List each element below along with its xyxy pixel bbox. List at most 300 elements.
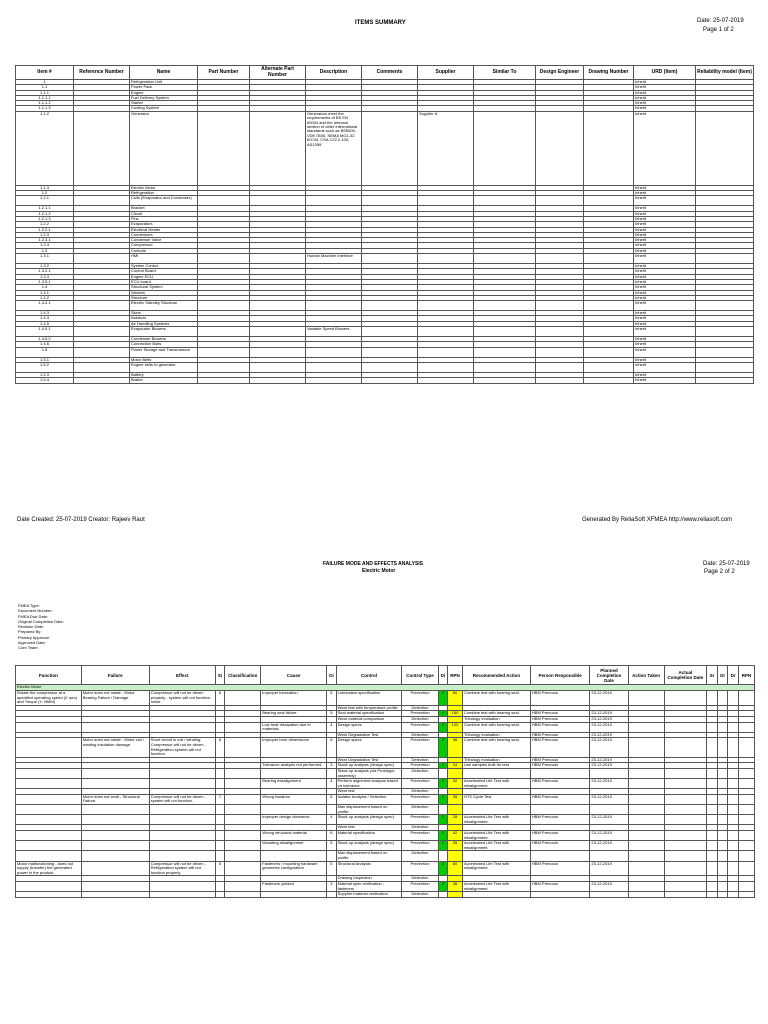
fmea-cell <box>717 738 728 757</box>
items-cell <box>306 196 362 206</box>
fmea-cell: HBM Prenocia <box>530 722 589 732</box>
items-cell <box>696 378 754 383</box>
fmea-cell <box>738 881 754 891</box>
fmea-cell <box>664 831 706 841</box>
items-cell <box>584 362 634 372</box>
fmea-cell: Wear test <box>336 789 402 795</box>
fmea-cell <box>707 881 718 891</box>
fmea-cell: Prevention <box>402 831 438 841</box>
items-cell: Inherit <box>634 321 696 326</box>
items-cell: 1.5.3 <box>16 372 74 377</box>
fmea-cell <box>530 805 589 815</box>
fmea-cell: 5 <box>327 691 337 706</box>
items-cell: Inherit <box>634 80 696 85</box>
items-cell <box>584 301 634 311</box>
fmea-cell: Improper design clearance <box>261 815 327 825</box>
fmea-cell: Wrong isolators <box>261 794 327 804</box>
fmea-cell: 23-12-2019 <box>590 881 628 891</box>
fmea-cell <box>16 892 82 898</box>
items-cell: Supplier A <box>418 111 474 185</box>
fmea-cell: 150 <box>448 711 463 717</box>
items-cell <box>74 327 130 337</box>
items-col-header: Reference Number <box>74 66 130 80</box>
fmea-cell <box>628 815 664 825</box>
fmea-cell <box>664 779 706 789</box>
fmea-cell <box>225 738 261 757</box>
fmea-cell <box>438 851 448 861</box>
fmea-cell: 28 <box>448 815 463 825</box>
fmea-cell: 3 <box>327 881 337 891</box>
items-cell <box>362 347 418 357</box>
fmea-col-header: Dr <box>728 666 739 685</box>
fmea-cell <box>707 815 718 825</box>
fmea-cell <box>225 831 261 841</box>
items-cell: 1.1.2 <box>16 111 74 185</box>
fmea-cell <box>664 805 706 815</box>
fmea-cell <box>717 722 728 732</box>
fmea-row <box>16 861 755 876</box>
fmea-cell <box>707 851 718 861</box>
fmea-cell: HBM Prenocia <box>530 738 589 757</box>
fmea-cell <box>81 805 149 815</box>
fmea-cell <box>628 831 664 841</box>
items-cell: Engine ECU <box>130 274 198 279</box>
items-cell <box>74 378 130 383</box>
fmea-cell <box>628 805 664 815</box>
items-row <box>16 327 754 337</box>
fmea-cell <box>728 738 739 757</box>
fmea-cell: Prevention <box>402 763 438 769</box>
fmea-cell <box>717 779 728 789</box>
fmea-cell: 3 <box>327 763 337 769</box>
fmea-cell: Wear Degradation Test <box>336 757 402 763</box>
items-cell: Inherit <box>634 216 696 221</box>
fmea-cell <box>438 768 448 778</box>
items-cell <box>74 301 130 311</box>
items-cell: 1.5 <box>16 347 74 357</box>
items-cell <box>362 301 418 311</box>
fmea-cell <box>448 768 463 778</box>
fmea-cell <box>628 892 664 898</box>
items-cell: Skins <box>130 311 198 316</box>
fmea-cell: Wrong structural material <box>261 831 327 841</box>
items-cell <box>696 254 754 264</box>
items-cell <box>584 378 634 383</box>
items-cell: 1.4.4 <box>16 316 74 321</box>
fmea-cell: 23-12-2019 <box>590 738 628 757</box>
fmea-cell: 23-12-2019 <box>590 831 628 841</box>
fmea-cell: 23-12-2019 <box>590 732 628 738</box>
items-cell <box>418 378 474 383</box>
items-cell <box>362 327 418 337</box>
fmea-cell: HTS Cycle Test <box>462 794 530 804</box>
items-cell: Inherit <box>634 85 696 90</box>
fmea-cell: 1 <box>438 831 448 841</box>
fmea-cell: Supplier material verification <box>336 892 402 898</box>
fmea-cell: 23-12-2019 <box>590 722 628 732</box>
fmea-cell <box>81 831 149 841</box>
items-cell: Inherit <box>634 238 696 243</box>
fmea-cell <box>717 851 728 861</box>
items-cell: Air Handling Systems <box>130 321 198 326</box>
items-col-header: Design Engineer <box>536 66 584 80</box>
items-cell <box>74 196 130 206</box>
fmea-cell: 5 <box>327 861 337 876</box>
fmea-cell <box>728 805 739 815</box>
fmea-cell: 6 <box>327 738 337 757</box>
items-cell: 1.2 <box>16 191 74 196</box>
fmea-cell: Tolerance analysis not performed. <box>261 763 327 769</box>
fmea-col-header: Action Taken <box>628 666 664 685</box>
fmea-cell <box>590 892 628 898</box>
items-cell <box>584 254 634 264</box>
fmea-cell <box>215 851 225 861</box>
items-cell <box>474 301 536 311</box>
items-cell: Variable Speed Blowers <box>306 327 362 337</box>
fmea-row <box>16 779 755 789</box>
fmea-cell: 2 <box>438 691 448 706</box>
fmea-cell <box>462 851 530 861</box>
items-col-header: Item # <box>16 66 74 80</box>
fmea-cell <box>738 805 754 815</box>
fmea-cell <box>225 881 261 891</box>
fmea-cell <box>81 861 149 876</box>
fmea-cell <box>215 841 225 851</box>
items-cell <box>306 378 362 383</box>
fmea-cell: 4 <box>438 711 448 717</box>
fmea-cell <box>225 861 261 876</box>
fmea-cell <box>149 815 215 825</box>
items-cell: Inherit <box>634 222 696 227</box>
items-cell <box>198 347 250 357</box>
fmea-meta-fields <box>18 603 64 651</box>
items-cell: 1.1.1.2 <box>16 101 74 106</box>
items-cell: 1.3.2.1 <box>16 269 74 274</box>
fmea-cell <box>149 841 215 851</box>
items-cell <box>362 378 418 383</box>
fmea-col-header: Function <box>16 666 82 685</box>
fmea-cell <box>590 768 628 778</box>
fmea-cell: Tribology evaluation <box>462 732 530 738</box>
fmea-row <box>16 768 755 778</box>
fmea-cell <box>225 722 261 732</box>
items-cell: Inherit <box>634 269 696 274</box>
fmea-cell: Prevention <box>402 711 438 717</box>
items-cell <box>250 196 306 206</box>
fmea-cell <box>728 841 739 851</box>
items-cell <box>474 347 536 357</box>
items-cell: Power Pack <box>130 85 198 90</box>
fmea-cell <box>81 768 149 778</box>
items-cell: 1.4.1 <box>16 290 74 295</box>
fmea-cell: Design specs <box>336 722 402 732</box>
items-cell: Inherit <box>634 327 696 337</box>
fmea-cell <box>728 892 739 898</box>
fmea-cell: Prevention <box>402 815 438 825</box>
fmea-cell <box>707 722 718 732</box>
fmea-cell <box>225 892 261 898</box>
fmea-cell: Detection <box>402 732 438 738</box>
fmea-cell: Detection <box>402 876 438 882</box>
fmea-meta-field: Prepared By: <box>18 629 42 635</box>
fmea-cell <box>664 738 706 757</box>
items-cell: 1.4.3 <box>16 311 74 316</box>
items-cell: Evaporator Blowers <box>130 327 198 337</box>
fmea-cell <box>738 815 754 825</box>
fmea-cell: 2 <box>438 738 448 757</box>
items-row <box>16 362 754 372</box>
fmea-cell: Fasteners yielded <box>261 881 327 891</box>
fmea-cell <box>149 831 215 841</box>
fmea-cell <box>728 794 739 804</box>
fmea-meta-field: Core Team: <box>18 645 39 651</box>
fmea-cell: Prevention <box>402 881 438 891</box>
fmea-cell: HBM Prenocia <box>530 794 589 804</box>
fmea-cell <box>215 805 225 815</box>
fmea-col-header: RPN <box>738 666 754 685</box>
fmea-cell <box>664 881 706 891</box>
fmea-cell: Accelerated Life Test with misalignment. <box>462 841 530 851</box>
items-cell <box>250 362 306 372</box>
items-cell: Controls <box>130 248 198 253</box>
items-cell <box>198 327 250 337</box>
fmea-cell: Material spec verification - fasteners <box>336 881 402 891</box>
page1-footer-left: Date Created: 25-07-2019 Creator: Rajeev Raut <box>17 517 145 523</box>
items-cell <box>536 196 584 206</box>
fmea-cell: HBM Prenocia <box>530 881 589 891</box>
fmea-cell <box>81 892 149 898</box>
fmea-meta-field: Original Completion Date: <box>18 618 64 624</box>
items-cell: Inherit <box>634 248 696 253</box>
fmea-cell <box>81 722 149 732</box>
fmea-cell: Prevention <box>402 861 438 876</box>
items-cell: 1.4.5 <box>16 321 74 326</box>
fmea-cell: Stack up analysis (via Prototype assembly) <box>336 768 402 778</box>
items-cell: 1.2.3 <box>16 232 74 237</box>
fmea-cell: 4 <box>327 722 337 732</box>
fmea-cell <box>16 794 82 804</box>
fmea-cell <box>728 881 739 891</box>
items-cell: 1.4.2 <box>16 295 74 300</box>
fmea-cell: Material specification <box>336 831 402 841</box>
fmea-cell <box>738 892 754 898</box>
fmea-col-header: Di <box>438 666 448 685</box>
items-cell <box>306 362 362 372</box>
fmea-row <box>16 831 755 841</box>
items-cell <box>474 327 536 337</box>
fmea-cell: 1 <box>438 841 448 851</box>
fmea-cell <box>628 841 664 851</box>
fmea-cell <box>462 805 530 815</box>
fmea-cell: Accelerated Life Test with misalignment. <box>462 881 530 891</box>
fmea-cell <box>215 768 225 778</box>
items-cell: 1.1 <box>16 85 74 90</box>
fmea-cell <box>438 892 448 898</box>
items-cell: 1.5.1 <box>16 357 74 362</box>
fmea-cell: 42 <box>448 831 463 841</box>
fmea-cell: Detection <box>402 825 438 831</box>
items-cell: Coils (Evaporator and Condenser) <box>130 196 198 206</box>
items-cell <box>250 347 306 357</box>
fmea-cell <box>717 768 728 778</box>
fmea-cell: Prevention <box>402 722 438 732</box>
fmea-cell <box>149 722 215 732</box>
fmea-cell: Wear test <box>336 825 402 831</box>
items-cell: 1.3 <box>16 248 74 253</box>
fmea-cell <box>327 768 337 778</box>
fmea-table <box>15 665 755 898</box>
fmea-row <box>16 815 755 825</box>
fmea-cell: 60 <box>448 861 463 876</box>
fmea-cell: Motor does not rotate - Motor coil / winding insulation damage. <box>81 738 149 757</box>
fmea-cell <box>738 768 754 778</box>
fmea-cell <box>707 794 718 804</box>
fmea-cell <box>738 794 754 804</box>
fmea-cell <box>215 892 225 898</box>
fmea-cell: Stack up analysis (design spec) <box>336 841 402 851</box>
fmea-cell <box>738 691 754 706</box>
fmea-cell: Motor malfunctioning - does not supply (transfer) the generated power in the product. <box>16 861 82 876</box>
fmea-cell: Tribology evaluation <box>462 716 530 722</box>
items-cell: Electrical Heater <box>130 227 198 232</box>
items-row <box>16 378 754 383</box>
fmea-cell: 23-12-2019 <box>590 815 628 825</box>
fmea-col-header: Recommended Action <box>462 666 530 685</box>
fmea-cell: HBM Prenocia <box>530 831 589 841</box>
items-cell: 1.5.2 <box>16 362 74 372</box>
items-cell: Inherit <box>634 101 696 106</box>
items-cell <box>418 327 474 337</box>
fmea-row <box>16 881 755 891</box>
fmea-cell <box>448 892 463 898</box>
items-cell <box>584 347 634 357</box>
fmea-cell <box>628 861 664 876</box>
fmea-cell: HBM Prenocia <box>530 861 589 876</box>
fmea-cell <box>225 815 261 825</box>
fmea-cell <box>225 794 261 804</box>
items-cell: 1.4.5.1 <box>16 327 74 337</box>
fmea-cell: 5 <box>327 711 337 717</box>
fmea-cell: 120 <box>448 722 463 732</box>
fmea-cell: Compressor will not be driven - Refrigeration system will not function properly. <box>149 861 215 876</box>
items-cell: 1 <box>16 80 74 85</box>
fmea-cell <box>738 841 754 851</box>
fmea-cell: 1 <box>438 815 448 825</box>
fmea-cell <box>728 851 739 861</box>
fmea-cell <box>16 851 82 861</box>
items-cell: Human Machine Interface <box>306 254 362 264</box>
fmea-cell: 1 <box>438 794 448 804</box>
items-cell <box>362 254 418 264</box>
items-cell: Inherit <box>634 254 696 264</box>
fmea-cell: 6 <box>215 861 225 876</box>
fmea-cell: Wear test with temperature profile <box>336 705 402 711</box>
fmea-cell <box>215 722 225 732</box>
fmea-cell: Improper bore dimensions <box>261 738 327 757</box>
items-cell <box>696 327 754 337</box>
items-cell: Starter <box>130 101 198 106</box>
fmea-col-header: Classification <box>225 666 261 685</box>
page2-subtitle: Electric Motor <box>362 568 396 574</box>
items-cell: Circuit <box>130 211 198 216</box>
fmea-col-header: Control <box>336 666 402 685</box>
items-cell: Inherit <box>634 316 696 321</box>
fmea-col-header: Or <box>717 666 728 685</box>
items-cell: Inherit <box>634 347 696 357</box>
fmea-cell: 23-12-2019 <box>590 841 628 851</box>
fmea-cell <box>717 841 728 851</box>
fmea-row <box>16 794 755 804</box>
fmea-cell: Motor does not rotate - Motor Bearing Failure / Damage. <box>81 691 149 706</box>
items-cell: Inherit <box>634 106 696 111</box>
items-cell: Inherit <box>634 279 696 284</box>
fmea-col-header: Planned Completion Date <box>590 666 628 685</box>
fmea-cell <box>327 892 337 898</box>
fmea-cell: 2 <box>438 861 448 876</box>
items-cell: Evaporators <box>130 222 198 227</box>
items-cell: 1.3.3.1 <box>16 279 74 284</box>
items-cell: 1.2.1.3 <box>16 216 74 221</box>
items-cell <box>74 254 130 264</box>
fmea-cell <box>225 779 261 789</box>
fmea-meta-field: Document Number: <box>18 608 53 614</box>
fmea-cell: 60 <box>448 691 463 706</box>
fmea-cell <box>628 722 664 732</box>
items-cell <box>474 362 536 372</box>
items-cell: Inherit <box>634 264 696 269</box>
fmea-row <box>16 738 755 757</box>
items-cell <box>198 254 250 264</box>
items-cell: 1.4.6 <box>16 342 74 347</box>
items-cell: Generator <box>130 111 198 185</box>
fmea-cell <box>215 831 225 841</box>
fmea-cell <box>707 831 718 841</box>
fmea-cell <box>738 722 754 732</box>
items-cell: Inherit <box>634 274 696 279</box>
fmea-col-header: RPN <box>448 666 463 685</box>
fmea-cell <box>664 851 706 861</box>
fmea-col-header: Oi <box>327 666 337 685</box>
items-row <box>16 254 754 264</box>
fmea-cell <box>707 691 718 706</box>
fmea-cell: Stack up analysis (design spec) <box>336 763 402 769</box>
items-cell: Power Storage and Transmission <box>130 347 198 357</box>
items-col-header: Similar To <box>474 66 536 80</box>
items-cell: 1.2.1 <box>16 196 74 206</box>
items-cell <box>536 327 584 337</box>
fmea-cell <box>728 861 739 876</box>
fmea-col-header: Person Responsible <box>530 666 589 685</box>
fmea-cell: Use samples built for test <box>462 763 530 769</box>
fmea-cell <box>81 881 149 891</box>
items-cell <box>696 111 754 185</box>
fmea-cell: Detection <box>402 716 438 722</box>
items-cell: System Control <box>130 264 198 269</box>
items-cell: Condenser Blowers <box>130 337 198 342</box>
fmea-cell <box>717 815 728 825</box>
items-cell: 1.1.1 <box>16 90 74 95</box>
items-cell: Generators meet the requirements of BS EN 60034 and the relevant section of other international standards such as BS5000, VDE 0530, NEMA MG1-32, IEC34, CSA C22.2-100, AS1359. <box>306 111 362 185</box>
fmea-cell: Compressor will not be driven - system will not function. <box>149 794 215 804</box>
fmea-cell: Prevention <box>402 779 438 789</box>
fmea-cell: Accelerated Life Test with misalignment. <box>462 815 530 825</box>
fmea-cell: 5 <box>327 841 337 851</box>
items-cell <box>696 301 754 311</box>
items-cell <box>696 347 754 357</box>
fmea-cell: HBM Prenocia <box>530 779 589 789</box>
fmea-row <box>16 805 755 815</box>
fmea-cell: 6 <box>327 831 337 841</box>
